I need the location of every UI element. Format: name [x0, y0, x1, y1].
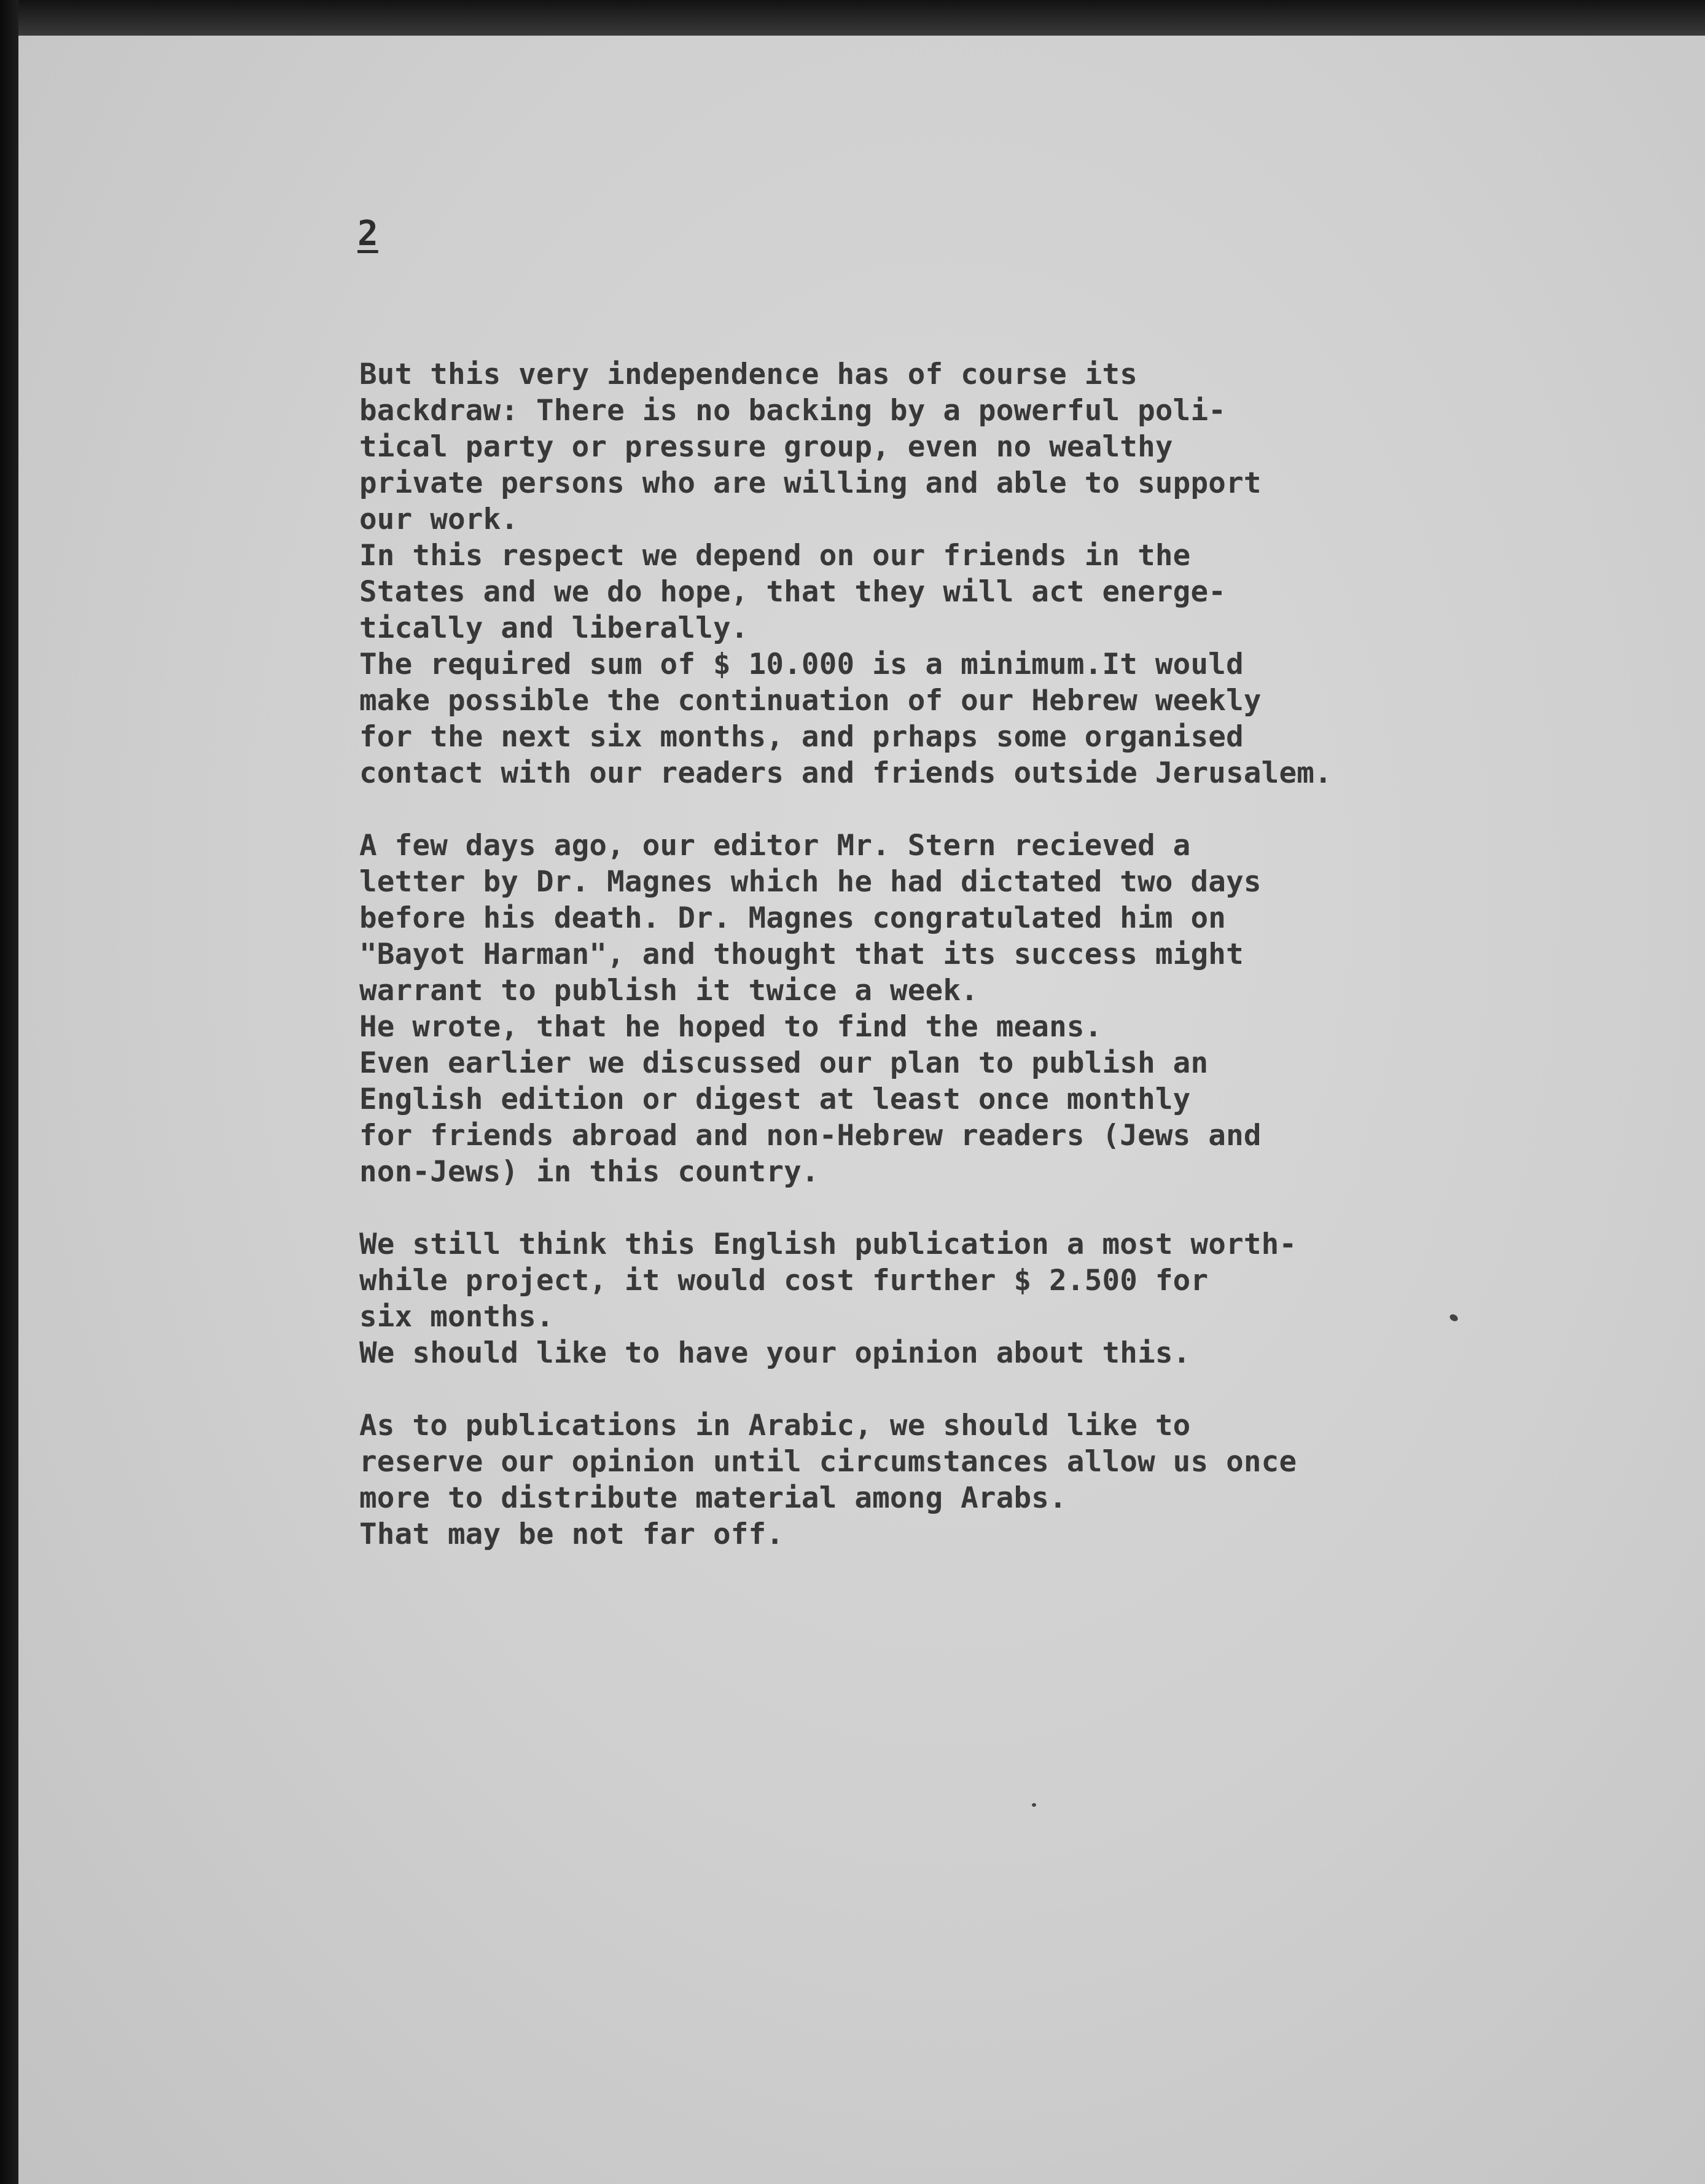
text-line: That may be not far off.: [359, 1517, 784, 1551]
text-line: The required sum of $ 10.000 is a minimum.It would: [359, 648, 1244, 681]
text-line: tically and liberally.: [359, 611, 749, 645]
letter-body: [359, 356, 1618, 1589]
text-line: contact with our readers and friends outside Jerusalem.: [359, 756, 1332, 790]
paragraph-arabic-publications: [359, 1407, 1618, 1552]
text-line: Even earlier we discussed our plan to publish an: [359, 1046, 1209, 1080]
paragraph-english-publication: [359, 1226, 1618, 1371]
page-number: 2: [357, 214, 378, 254]
text-line: "Bayot Harman", and thought that its success might: [359, 937, 1244, 971]
text-line: But this very independence has of course its: [359, 358, 1138, 391]
text-line: We still think this English publication a most worth-: [359, 1227, 1297, 1261]
text-line: As to publications in Arabic, we should like to: [359, 1409, 1191, 1442]
text-line: warrant to publish it twice a week.: [359, 974, 978, 1008]
text-line: letter by Dr. Magnes which he had dictated two days: [359, 865, 1262, 899]
scan-left-edge: [0, 0, 18, 2184]
text-line: In this respect we depend on our friends in the: [359, 539, 1191, 573]
text-line: make possible the continuation of our Hebrew weekly: [359, 684, 1262, 718]
text-line: reserve our opinion until circumstances allow us once: [359, 1445, 1297, 1479]
text-line: We should like to have your opinion about this.: [359, 1336, 1191, 1370]
text-line: while project, it would cost further $ 2.500 for: [359, 1264, 1209, 1297]
paragraph-magnes-letter: [359, 828, 1618, 1190]
text-line: backdraw: There is no backing by a powerful poli-: [359, 394, 1227, 428]
text-line: our work.: [359, 503, 519, 536]
text-line: for the next six months, and prhaps some organised: [359, 720, 1244, 754]
text-line: private persons who are willing and able to support: [359, 466, 1262, 500]
text-line: tical party or pressure group, even no wealthy: [359, 430, 1173, 464]
text-line: English edition or digest at least once monthly: [359, 1082, 1191, 1116]
text-line: before his death. Dr. Magnes congratulated him on: [359, 901, 1227, 935]
paper-speck: [1032, 1803, 1036, 1807]
text-line: A few days ago, our editor Mr. Stern recieved a: [359, 829, 1191, 863]
text-line: for friends abroad and non-Hebrew readers (Jews and: [359, 1119, 1262, 1153]
text-line: States and we do hope, that they will act energe-: [359, 575, 1227, 609]
text-line: non-Jews) in this country.: [359, 1155, 819, 1189]
paragraph-funding: [359, 356, 1618, 791]
text-line: He wrote, that he hoped to find the means.: [359, 1010, 1102, 1044]
scan-top-edge: [0, 0, 1705, 36]
text-line: more to distribute material among Arabs.: [359, 1481, 1067, 1515]
text-line: six months.: [359, 1300, 554, 1334]
